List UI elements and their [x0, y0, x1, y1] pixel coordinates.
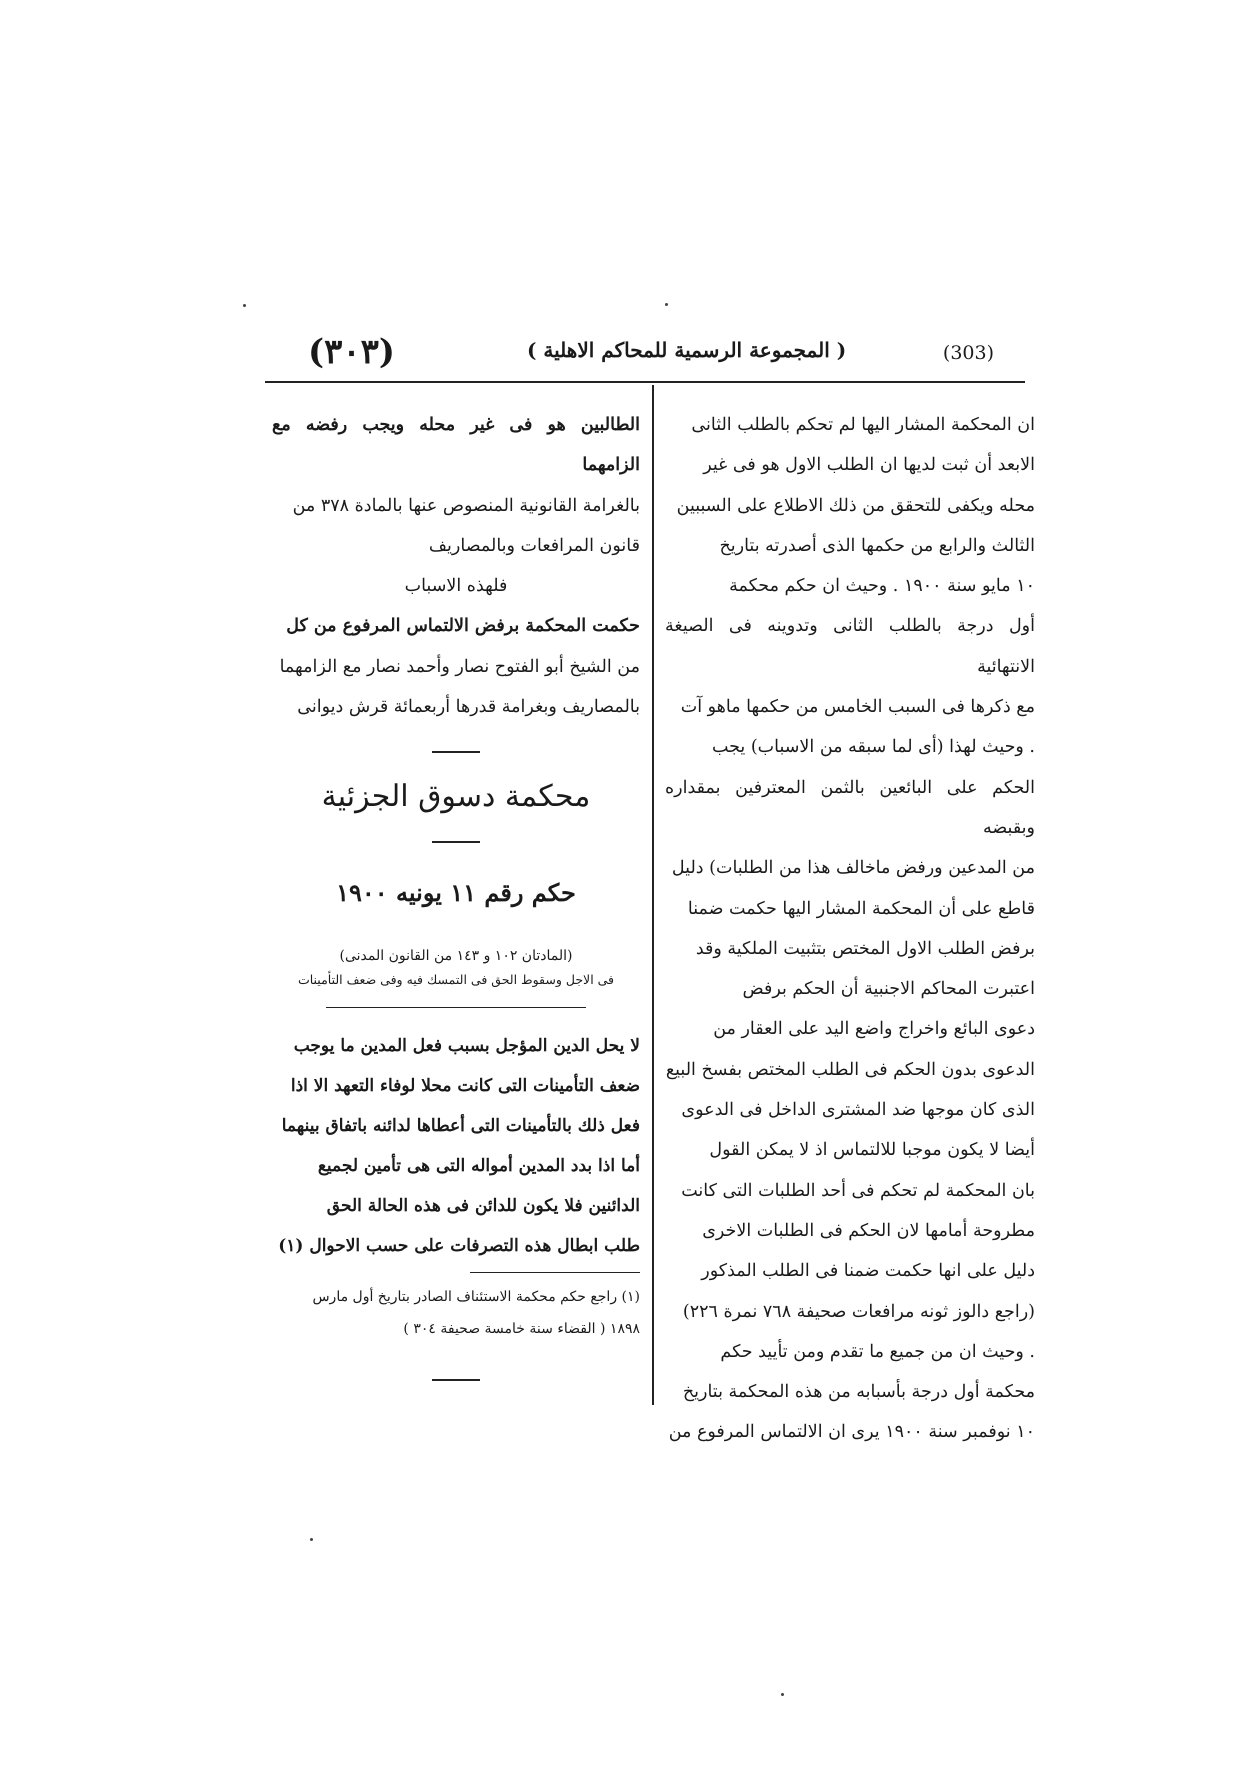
header-rule: [265, 381, 1025, 383]
scan-speck: [665, 303, 668, 306]
text-line: ١٠ نوفمبر سنة ١٩٠٠ يرى ان الالتماس المرفوع من: [668, 1422, 1035, 1443]
text-line: الحكم على البائعين بالثمن المعترفين بمقداره وبقبضه: [665, 777, 1035, 838]
legal-summary: [272, 1026, 640, 1266]
text-line: الذى كان موجها ضد المشترى الداخل فى الدعوى: [681, 1100, 1035, 1121]
scan-speck: [781, 1693, 784, 1696]
text-line: محكمة أول درجة بأسبابه من هذه المحكمة بتاريخ: [682, 1382, 1035, 1403]
text-line: أول درجة بالطلب الثانى وتدوينه فى الصيغة الانتهائية: [665, 616, 1035, 677]
topic-line: فى الاجل وسقوط الحق فى التمسك فيه وفى ضعف التأمينات: [297, 972, 615, 988]
text-line: أيضا لا يكون موجبا للالتماس اذ لا يمكن القول: [709, 1140, 1035, 1161]
footnote-line: ١٨٩٨ ( القضاء سنة خامسة صحيفة ٣٠٤ ): [403, 1321, 640, 1338]
text-line: الدعوى بدون الحكم فى الطلب المختص بفسخ البيع: [665, 1059, 1035, 1080]
text-line: اعتبرت المحاكم الاجنبية أن الحكم برفض: [742, 979, 1035, 1000]
articles-reference: (المادتان ١٠٢ و ١٤٣ من القانون المدنى): [339, 948, 573, 965]
text-line: . وحيث لهذا (أى لما سبقه من الاسباب) يجب: [711, 737, 1035, 758]
page-number-latin: (303): [942, 342, 994, 364]
text-line: دليل على انها حكمت ضمنا فى الطلب المذكور: [701, 1261, 1035, 1282]
judgment-title: حكم رقم ١١ يونيه ١٩٠٠: [336, 878, 576, 908]
summary-line: أما اذا بدد المدين أمواله التى هى تأمين لجميع: [317, 1156, 640, 1177]
end-rule: [432, 1379, 480, 1381]
text-line: (راجع دالوز ثونه مرافعات صحيفة ٧٦٨ نمرة ٢٢٦): [682, 1301, 1035, 1322]
column-divider: [652, 385, 654, 1405]
summary-line: طلب ابطال هذه التصرفات على حسب الاحوال (١): [278, 1236, 640, 1257]
footnote-line: (١) راجع حكم محكمة الاستئناف الصادر بتاريخ أول مارس: [312, 1289, 640, 1306]
text-line: الابعد أن ثبت لديها ان الطلب الاول هو فى غير: [703, 455, 1035, 476]
verdict-line: بالمصاريف وبغرامة قدرها أربعمائة قرش ديوانى: [297, 697, 640, 718]
verdict-line: من الشيخ أبو الفتوح نصار وأحمد نصار مع الزامهما: [279, 656, 640, 677]
scan-speck: [243, 304, 246, 307]
text-line: من المدعين ورفض ماخالف هذا من الطلبات) دليل: [671, 858, 1035, 879]
text-line: قانون المرافعات وبالمصاريف: [428, 535, 640, 556]
summary-rule: [326, 1007, 586, 1008]
right-column: [665, 405, 1035, 1453]
summary-line: فعل ذلك بالتأمينات التى أعطاها لدائنه باتفاق بينهما: [281, 1116, 640, 1137]
footnote: [272, 1281, 640, 1345]
text-line: بان المحكمة لم تحكم فى أحد الطلبات التى كانت: [681, 1180, 1035, 1201]
reasons-heading: فلهذه الاسباب: [404, 576, 508, 597]
section-separator: [432, 841, 480, 843]
verdict-line: حكمت المحكمة برفض الالتماس المرفوع من كل: [286, 616, 640, 637]
text-line: ان المحكمة المشار اليها لم تحكم بالطلب الثانى: [691, 415, 1035, 435]
text-line: الثالث والرابع من حكمها الذى أصدرته بتاريخ: [719, 535, 1035, 556]
left-column: [272, 405, 640, 1381]
text-line: قاطع على أن المحكمة المشار اليها حكمت ضمنا: [687, 898, 1035, 919]
text-line: محله ويكفى للتحقق من ذلك الاطلاع على السببين: [676, 495, 1035, 516]
journal-title: ( المجموعة الرسمية للمحاكم الاهلية ): [527, 338, 847, 362]
footnote-rule: [470, 1272, 640, 1273]
text-line: دعوى البائع واخراج واضع اليد على العقار من: [713, 1019, 1035, 1040]
text-line: ١٠ مايو سنة ١٩٠٠ . وحيث ان حكم محكمة: [729, 576, 1035, 597]
text-line: بالغرامة القانونية المنصوص عنها بالمادة ٣٧٨ من: [292, 495, 640, 516]
summary-line: لا يحل الدين المؤجل بسبب فعل المدين ما يوجب: [293, 1036, 640, 1057]
text-line: الطالبين هو فى غير محله ويجب رفضه مع الزامهما: [272, 415, 640, 476]
summary-line: الدائنين فلا يكون للدائن فى هذه الحالة الحق: [326, 1196, 640, 1217]
page-header: [262, 330, 1024, 382]
text-line: مع ذكرها فى السبب الخامس من حكمها ماهو آت: [680, 697, 1035, 718]
text-line: مطروحة أمامها لان الحكم فى الطلبات الاخرى: [702, 1220, 1035, 1241]
court-name: محكمة دسوق الجزئية: [321, 779, 591, 815]
text-line: برفض الطلب الاول المختص بتثبيت الملكية وقد: [695, 938, 1035, 959]
summary-line: ضعف التأمينات التى كانت محلا لوفاء التعهد الا اذا: [290, 1076, 640, 1097]
text-line: . وحيث ان من جميع ما تقدم ومن تأييد حكم: [720, 1341, 1035, 1362]
scan-speck: [310, 1538, 313, 1541]
section-separator: [432, 751, 480, 753]
page-number-arabic: (٣٠٣): [308, 332, 395, 372]
